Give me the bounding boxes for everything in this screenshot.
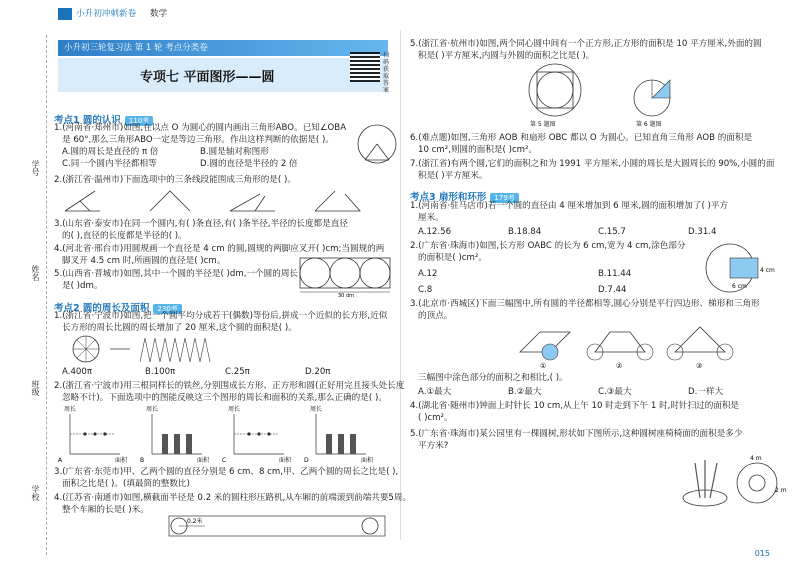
r-q5-tree-seat-figure	[675, 448, 785, 518]
svg-text:面积: 面积	[115, 457, 128, 464]
q6-circle-to-rectangle-figure	[70, 334, 280, 364]
column-divider	[400, 30, 401, 540]
tree-dim-a: 4 m	[750, 455, 762, 462]
q8-line2: 面积之比是( )。(填最简的整数比)	[62, 479, 190, 489]
r-q3-opt-b: B.②最大	[508, 387, 542, 397]
side-label-school: 学校	[31, 485, 40, 501]
q1-line2: 是 60°,那么三角形ABO一定是等边三角形。作出这样判断的依据是( )。	[62, 135, 334, 145]
r-q3-opt-d: D.一样大	[688, 387, 724, 397]
q7-line1: 2.(浙江省·宁波市)用三根同样长的铁丝,分别围成长方形、正方形和圆(正好用完且接头处长度	[54, 381, 405, 391]
r-q3-parallelogram	[520, 332, 570, 370]
r-q7-line2: 积是( )平方厘米。	[418, 171, 488, 181]
binding-line	[46, 35, 47, 555]
r-q2-width-label: 6 cm	[732, 283, 747, 290]
r-q7-line1: 7.(浙江省)有两个圆,它们的面积之和为 1991 平方厘米,小圆的周长是大圆周长的 90%,小圆的面	[410, 159, 775, 169]
r-q2-line2: 的面积是( )cm²。	[418, 253, 487, 263]
q1-circle-figure	[355, 122, 399, 168]
svg-text:周长: 周长	[146, 406, 159, 413]
q4-line2: 脚叉开 4.5 cm 时,所画圆的直径是( )cm。	[62, 256, 226, 266]
svg-text:A: A	[58, 457, 63, 464]
r-q3-shapes-figure	[510, 322, 740, 370]
q2-options-figure	[60, 186, 370, 216]
r-q3-opt-a: A.①最大	[418, 387, 452, 397]
r-q1-opt-a: A.12.56	[418, 227, 452, 237]
svg-text:B: B	[140, 457, 145, 464]
header-tag: 小升初冲刺新卷	[76, 9, 137, 19]
section-k1-title: 考点1 圆的认识	[54, 115, 121, 126]
r-q3-triangle	[667, 327, 733, 370]
r-q3-ask: 三幅图中涂色部分的面积之和相比,( )。	[418, 373, 568, 383]
svg-text:周长: 周长	[310, 406, 323, 413]
q1-opt-d: D.圆的直径是半径的 2 倍	[200, 159, 298, 169]
q9-roller-figure	[165, 514, 390, 542]
q7-charts-figure	[60, 404, 390, 466]
r-q2-opt-a: A.12	[418, 269, 438, 279]
section-k2-title: 考点2 圆的周长及面积	[54, 303, 150, 314]
q1-opt-b: B.圆是轴对称图形	[200, 147, 269, 157]
qr-code[interactable]	[350, 52, 380, 82]
q7-chart-c	[222, 405, 292, 464]
svg-text:C: C	[222, 457, 227, 464]
section-k3-title: 考点3 扇形和环形	[410, 192, 487, 203]
r-q1-opt-b: B.18.84	[508, 227, 542, 237]
r-q6-line2: 10 cm²,则圆的面积是( )cm²。	[418, 145, 538, 155]
r-q4-line2: ( )cm²。	[418, 413, 453, 423]
q1-line1: 1.(河南省·郑州市)如图,在以点 O 为圆心的圆内画出三角形ABO。已知∠OBA	[54, 123, 347, 133]
r-q1-line1: 1.(河南省·驻马店市)若一个圆的直径由 4 厘米增加到 6 厘米,圆的面积增加了( )平方	[410, 201, 729, 211]
q7-line2: 忽略不计)。下面选项中的图能反映这三个图形的周长和面积的关系,那么正确的是( )。	[62, 393, 387, 403]
r-q1-opt-c: C.15.7	[598, 227, 626, 237]
r-q6-line1: 6.(难点题)如图,三角形 AOB 和扇形 OBC 都以 O 为圆心。已知直角三角形 AOB 的面积是	[410, 133, 753, 143]
svg-text:周长: 周长	[228, 406, 241, 413]
side-label-name: 姓名	[31, 265, 40, 281]
q6-line2: 长方形的周长比圆的周长增加了 20 厘米,这个圆的面积是( )。	[62, 323, 297, 333]
r-q2-rectangle-figure	[700, 240, 775, 300]
q9-radius-label: 0.2米	[187, 518, 203, 525]
q6-opt-d: D.20π	[305, 367, 331, 377]
r-q5c-line1: 5.(广东省·珠海市)某公园里有一棵圆树,形状如下图所示,这种圆树座椅椅面的面积是多少	[410, 429, 743, 439]
q7-chart-b	[140, 405, 210, 464]
q5-line2: 是( )dm。	[62, 281, 103, 291]
qr-label: 扫码获取答案	[383, 52, 390, 94]
r-q2-opt-b: B.11.44	[598, 269, 632, 279]
r-q2-opt-c: C.8	[418, 285, 433, 295]
r-q3-line2: 的顶点。	[418, 311, 453, 321]
r-q5-line2: 积是( )平方厘米,内圆与外圆的面积之比是( )。	[418, 51, 595, 61]
q7-chart-d	[304, 405, 374, 464]
r-q2-opt-d: D.7.44	[598, 285, 627, 295]
q3-line2: 的( ),直径的长度都是半径的( )。	[62, 231, 187, 241]
r-q5-q6-figures	[520, 60, 720, 130]
r-q3-line1: 3.(北京市·西城区)下面三幅图中,所有圆的半径都相等,圆心分别是平行四边形、梯形和三角形	[410, 299, 760, 309]
header-logo	[58, 8, 72, 20]
q8-line1: 3.(广东省·东莞市)甲、乙两个圆的直径分别是 6 cm、8 cm,甲、乙两个圆的周长之比是( ),	[54, 467, 399, 477]
svg-text:D: D	[304, 457, 309, 464]
q1-opt-a: A.圆的周长是直径的 π 倍	[62, 147, 159, 157]
svg-text:③: ③	[696, 362, 703, 370]
r-q3-trapezoid	[587, 332, 653, 370]
r-q5c-line2: 平方米?	[418, 441, 449, 451]
q5-line1: 5.(山西省·晋城市)如图,其中一个圆的半径是( )dm,一个圆的周长	[54, 269, 299, 279]
section-k3-badge: 179考	[490, 193, 518, 203]
svg-text:面积: 面积	[361, 457, 374, 464]
q6-opt-c: C.25π	[225, 367, 250, 377]
q6-opt-b: B.100π	[145, 367, 176, 377]
r-q1-line2: 厘米。	[418, 213, 444, 223]
q2-text: 2.(浙江省·温州市)下面选项中的三条线段能围成三角形的是( )。	[54, 175, 296, 185]
svg-text:面积: 面积	[279, 457, 292, 464]
fig6-sector	[634, 80, 670, 128]
r-q4-line1: 4.(湖北省·随州市)钟面上时针长 10 cm,从上午 10 时走到下午 1 时,时针扫过的面积是	[410, 401, 740, 411]
section-band: 小升初三轮复习法 第 1 轮 考点分类卷	[58, 40, 388, 56]
q9-line2: 整个车厢的长是( )米。	[62, 505, 149, 515]
svg-text:面积: 面积	[197, 457, 210, 464]
side-label-class: 班级	[31, 380, 40, 396]
q3-line1: 3.(山东省·泰安市)在同一个圆内,有( )条直径,有( )条半径,半径的长度都是直径	[54, 219, 348, 229]
r-q2-line1: 2.(广东省·珠海市)如图,长方形 OABC 的长为 6 cm,宽为 4 cm,涂色部分	[410, 241, 686, 251]
r-q2-height-label: 4 cm	[760, 267, 775, 274]
page-title: 专项七 平面图形——圆	[140, 70, 275, 85]
q9-line1: 4.(江苏省·南通市)如图,横截面半径是 0.2 米的圆柱形压路机,从车厢的前端滚到前端共要5周。	[54, 493, 412, 503]
section-k1-badge: 110考	[125, 116, 153, 126]
q5-dim-label: 30 dm	[338, 293, 354, 299]
side-label-id: 学号	[31, 160, 40, 176]
header-subject: 数学	[150, 9, 168, 19]
page-number: 015	[754, 549, 770, 558]
tree-dim-b: 2 m	[775, 487, 787, 494]
fig5-concentric	[529, 64, 581, 128]
q1-opt-c: C.同一个圆内半径都相等	[62, 159, 157, 169]
section-k2-badge: 230考	[153, 304, 181, 314]
r-q3-opt-c: C.③最大	[598, 387, 632, 397]
svg-text:①: ①	[540, 362, 547, 370]
svg-text:周长: 周长	[64, 406, 77, 413]
r-q5-line1: 5.(浙江省·杭州市)如图,两个同心圆中间有一个正方形,正方形的面积是 10 平方厘米,外面的圆	[410, 39, 762, 49]
fig5-caption: 第 5 题图	[530, 121, 556, 128]
q6-opt-a: A.400π	[62, 367, 93, 377]
svg-text:②: ②	[616, 362, 623, 370]
page-header	[0, 0, 800, 28]
fig6-caption: 第 6 题图	[636, 121, 662, 128]
q7-chart-a	[58, 405, 128, 464]
q6-line1: 1.(浙江省·宁波市)如图,把一个圆平均分成若干(偶数)等份后,拼成一个近似的长方形,近似	[54, 311, 388, 321]
q5-three-circles-figure	[298, 256, 396, 298]
r-q1-opt-d: D.31.4	[688, 227, 717, 237]
q4-line1: 4.(河北省·邢台市)用圆规画一个直径是 4 cm 的圆,圆规的两脚应叉开( )cm;当圆规的两	[54, 244, 385, 254]
